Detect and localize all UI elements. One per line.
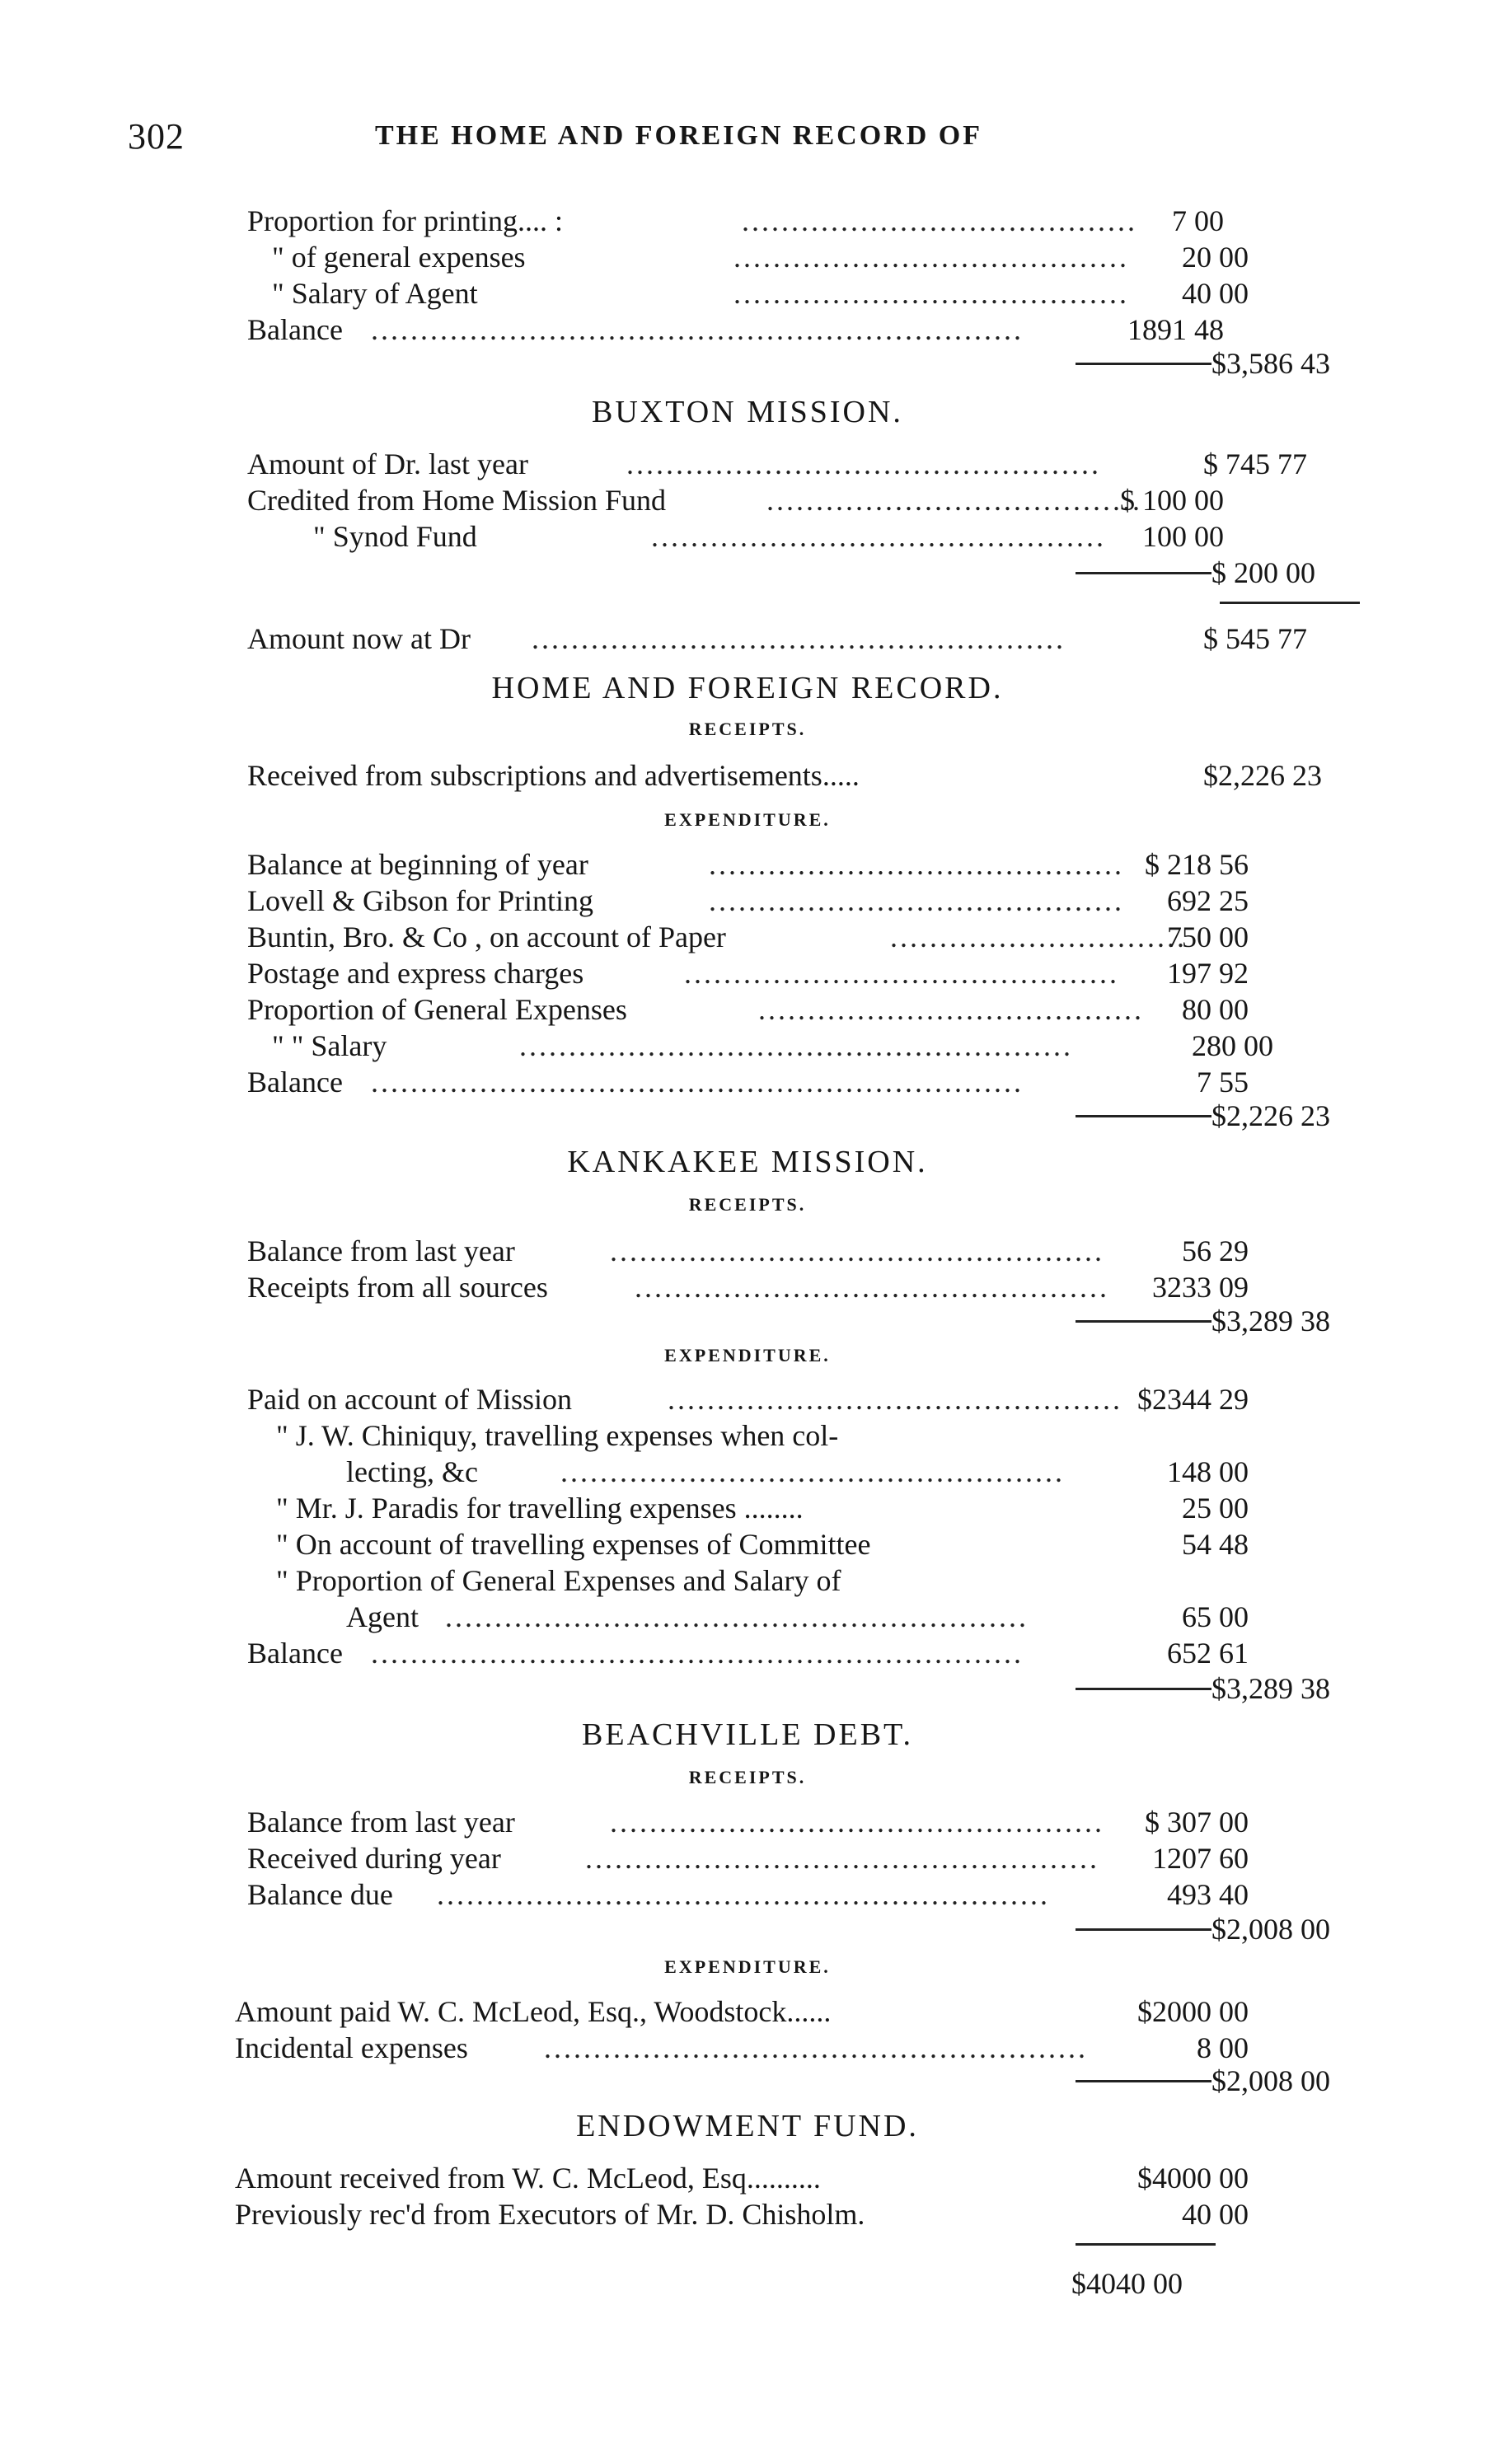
running-header (128, 115, 1397, 165)
ledger-row (272, 238, 1401, 276)
row-amount: 692 25 (1167, 884, 1249, 917)
ledger-row (247, 1803, 1401, 1841)
leader-dots: .............................................................. (437, 1878, 1050, 1911)
ledger-row (276, 1525, 1401, 1563)
row-amount: $ 218 56 (1145, 848, 1249, 881)
ledger-row (247, 311, 1401, 349)
row-amount: 652 61 (1167, 1637, 1249, 1670)
ledger-row (247, 1380, 1401, 1418)
receipts-subheading: RECEIPTS. (688, 1194, 807, 1215)
row-label: lecting, &c (346, 1455, 478, 1488)
row-amount: 20 00 (1182, 241, 1249, 274)
row-label: Amount now at Dr (247, 622, 471, 655)
row-label: Buntin, Bro. & Co , on account of Paper (247, 920, 726, 953)
ledger-row (247, 481, 1401, 519)
sum-rule (1076, 2243, 1216, 2246)
row-label: Received from subscriptions and advertisements..... (247, 759, 860, 792)
section-total: $4040 00 (1071, 2267, 1183, 2300)
ledger-row (247, 1839, 1401, 1877)
leader-dots: ................................................... (560, 1455, 1065, 1488)
leader-dots: ................................................ (626, 447, 1101, 480)
ledger-row (247, 1232, 1401, 1270)
ledger-row (235, 2195, 1401, 2233)
row-label: Receipts from all sources (247, 1271, 548, 1304)
ledger-row (247, 620, 1401, 658)
receipts-subheading: RECEIPTS. (688, 1767, 807, 1787)
row-amount: 100 00 (1142, 520, 1224, 553)
row-label: Received during year (247, 1842, 501, 1875)
row-amount: 1891 48 (1127, 313, 1224, 346)
row-amount: 56 29 (1182, 1234, 1249, 1267)
ledger-row (313, 518, 1401, 555)
row-label: Balance (247, 1066, 343, 1098)
ledger-row (247, 954, 1401, 992)
leader-dots: .................................................. (610, 1234, 1104, 1267)
row-amount: $2344 29 (1137, 1383, 1249, 1416)
row-label: Amount received from W. C. McLeod, Esq.......... (235, 2162, 821, 2195)
row-label: Balance from last year (247, 1806, 515, 1839)
ledger-row (276, 1562, 1401, 1600)
total-row (1211, 1302, 1409, 1340)
leader-dots: .............................................. (651, 520, 1106, 553)
row-amount: $4000 00 (1137, 2162, 1249, 2195)
row-label: Balance at beginning of year (247, 848, 588, 881)
row-amount: $ 307 00 (1145, 1806, 1249, 1839)
total-rule (1076, 1928, 1211, 1931)
row-amount: 8 00 (1197, 2031, 1249, 2064)
leader-dots: ................................................ (635, 1271, 1109, 1304)
section-total: $3,289 38 (1211, 1305, 1330, 1337)
row-amount: 40 00 (1182, 2198, 1249, 2231)
section-total: $2,008 00 (1211, 1913, 1330, 1946)
row-amount: 3233 09 (1152, 1271, 1249, 1304)
ledger-row (247, 445, 1401, 483)
row-label: " Mr. J. Paradis for travelling expenses ........ (276, 1492, 804, 1525)
row-label: Lovell & Gibson for Printing (247, 884, 593, 917)
leader-dots: .......................................... (709, 884, 1124, 917)
ledger-row (346, 1453, 1401, 1491)
row-label: " J. W. Chiniquy, travelling expenses when col- (276, 1419, 839, 1452)
total-rule (1076, 572, 1211, 574)
ledger-row (346, 1598, 1401, 1636)
leader-dots: .................................................... (585, 1842, 1099, 1875)
row-amount: 7 55 (1197, 1066, 1249, 1098)
row-amount: 280 00 (1192, 1029, 1273, 1062)
section-title-kankakee: KANKAKEE MISSION. (567, 1145, 928, 1179)
row-label: Amount paid W. C. McLeod, Esq., Woodstock...... (235, 1995, 832, 2028)
row-label: Balance from last year (247, 1234, 515, 1267)
receipts-subheading: RECEIPTS. (688, 719, 807, 739)
row-total: $2,226 23 (1203, 759, 1322, 792)
row-label: Balance (247, 1637, 343, 1670)
section-title-beachville: BEACHVILLE DEBT. (582, 1717, 913, 1752)
row-amount: 25 00 (1182, 1492, 1249, 1525)
row-label: Amount of Dr. last year (247, 447, 528, 480)
expenditure-subheading: EXPENDITURE. (664, 1956, 831, 1977)
row-amount: 148 00 (1167, 1455, 1249, 1488)
leader-dots: .................................................................. (371, 1637, 1024, 1670)
section-title-record: HOME AND FOREIGN RECORD. (491, 671, 1004, 705)
row-label: Incidental expenses (235, 2031, 468, 2064)
row-amount: 7 00 (1172, 204, 1224, 237)
row-label: Proportion of General Expenses (247, 993, 627, 1026)
ledger-row (247, 1268, 1401, 1306)
leader-dots: .............................................. (668, 1383, 1122, 1416)
ledger-row (247, 846, 1401, 883)
subtract-rule (1220, 602, 1360, 604)
total-rule (1076, 1320, 1211, 1323)
row-label: " Salary of Agent (272, 277, 478, 310)
leader-dots: .................................................. (610, 1806, 1104, 1839)
leader-dots: .............................. (890, 920, 1187, 953)
row-label: Balance (247, 313, 343, 346)
row-amount: $ 100 00 (1120, 484, 1224, 517)
row-label: Balance due (247, 1878, 393, 1911)
row-amount: 80 00 (1182, 993, 1249, 1026)
row-label: " On account of travelling expenses of Committee (276, 1528, 871, 1561)
leader-dots: ........................................ (733, 277, 1129, 310)
running-title: THE HOME AND FOREIGN RECORD OF (375, 120, 982, 151)
section-total: $2,008 00 (1211, 2064, 1330, 2097)
section-total: $2,226 23 (1211, 1099, 1330, 1132)
row-amount: 40 00 (1182, 277, 1249, 310)
leader-dots: ............................................ (684, 957, 1119, 990)
leader-dots: .................................................................. (371, 313, 1024, 346)
row-amount: 493 40 (1167, 1878, 1249, 1911)
leader-dots: ....................................... (758, 993, 1144, 1026)
leader-dots: ........................................ (742, 204, 1137, 237)
ledger-row (247, 202, 1401, 240)
row-amount: 54 48 (1182, 1528, 1249, 1561)
row-label: Agent (346, 1600, 419, 1633)
total-row (1211, 1670, 1409, 1707)
total-rule (1076, 363, 1211, 365)
total-row (1211, 344, 1409, 382)
leader-dots: .................................................................. (371, 1066, 1024, 1098)
row-amount: 750 00 (1167, 920, 1249, 953)
row-label: Postage and express charges (247, 957, 584, 990)
row-label: " of general expenses (272, 241, 526, 274)
leader-dots: ...................................... (766, 484, 1142, 517)
total-rule (1076, 1115, 1211, 1117)
row-label: Paid on account of Mission (247, 1383, 572, 1416)
ledger-row (247, 1634, 1401, 1672)
ledger-row (272, 274, 1401, 312)
row-label: Previously rec'd from Executors of Mr. D. Chisholm. (235, 2198, 865, 2231)
ledger-row (235, 2159, 1401, 2197)
leader-dots: ....................................................... (544, 2031, 1088, 2064)
section-title-endowment: ENDOWMENT FUND. (576, 2109, 919, 2143)
page-number: 302 (128, 116, 185, 157)
leader-dots: ........................................................ (519, 1029, 1073, 1062)
total-row (1211, 2062, 1409, 2100)
ledger-row (272, 1027, 1401, 1065)
total-row (1211, 554, 1409, 592)
section-total: $3,586 43 (1211, 347, 1330, 380)
ledger-row (247, 1876, 1401, 1914)
section-total: $3,289 38 (1211, 1672, 1330, 1705)
row-label: Proportion for printing.... : (247, 204, 563, 237)
row-label: " Proportion of General Expenses and Salary of (276, 1564, 841, 1597)
ledger-row (247, 757, 1401, 794)
ledger-row (276, 1489, 1401, 1527)
ledger-row (247, 991, 1401, 1028)
row-label: " Synod Fund (313, 520, 477, 553)
row-amount: $2000 00 (1137, 1995, 1249, 2028)
expenditure-subheading: EXPENDITURE. (664, 1345, 831, 1366)
row-total: $ 745 77 (1203, 447, 1307, 480)
expenditure-subheading: EXPENDITURE. (664, 809, 831, 830)
ledger-row (247, 1063, 1401, 1101)
row-amount: 65 00 (1182, 1600, 1249, 1633)
leader-dots: .......................................... (709, 848, 1124, 881)
row-total: $ 545 77 (1203, 622, 1307, 655)
row-label: " " Salary (272, 1029, 387, 1062)
total-rule (1076, 2080, 1211, 2082)
ledger-row (235, 1993, 1401, 2031)
row-label: Credited from Home Mission Fund (247, 484, 666, 517)
total-row (1211, 1910, 1409, 1948)
ledger-row (276, 1417, 1401, 1455)
ledger-row (247, 918, 1401, 956)
row-amount: 1207 60 (1152, 1842, 1249, 1875)
section-title-buxton: BUXTON MISSION. (592, 395, 903, 429)
ledger-row (247, 882, 1401, 920)
leader-dots: ........................................................... (445, 1600, 1029, 1633)
total-rule (1076, 1688, 1211, 1690)
section-total: $ 200 00 (1211, 556, 1315, 589)
leader-dots: ........................................ (733, 241, 1129, 274)
leader-dots: ...................................................... (532, 622, 1066, 655)
total-row (1071, 2265, 1269, 2302)
total-row (1211, 1097, 1409, 1135)
row-amount: 197 92 (1167, 957, 1249, 990)
